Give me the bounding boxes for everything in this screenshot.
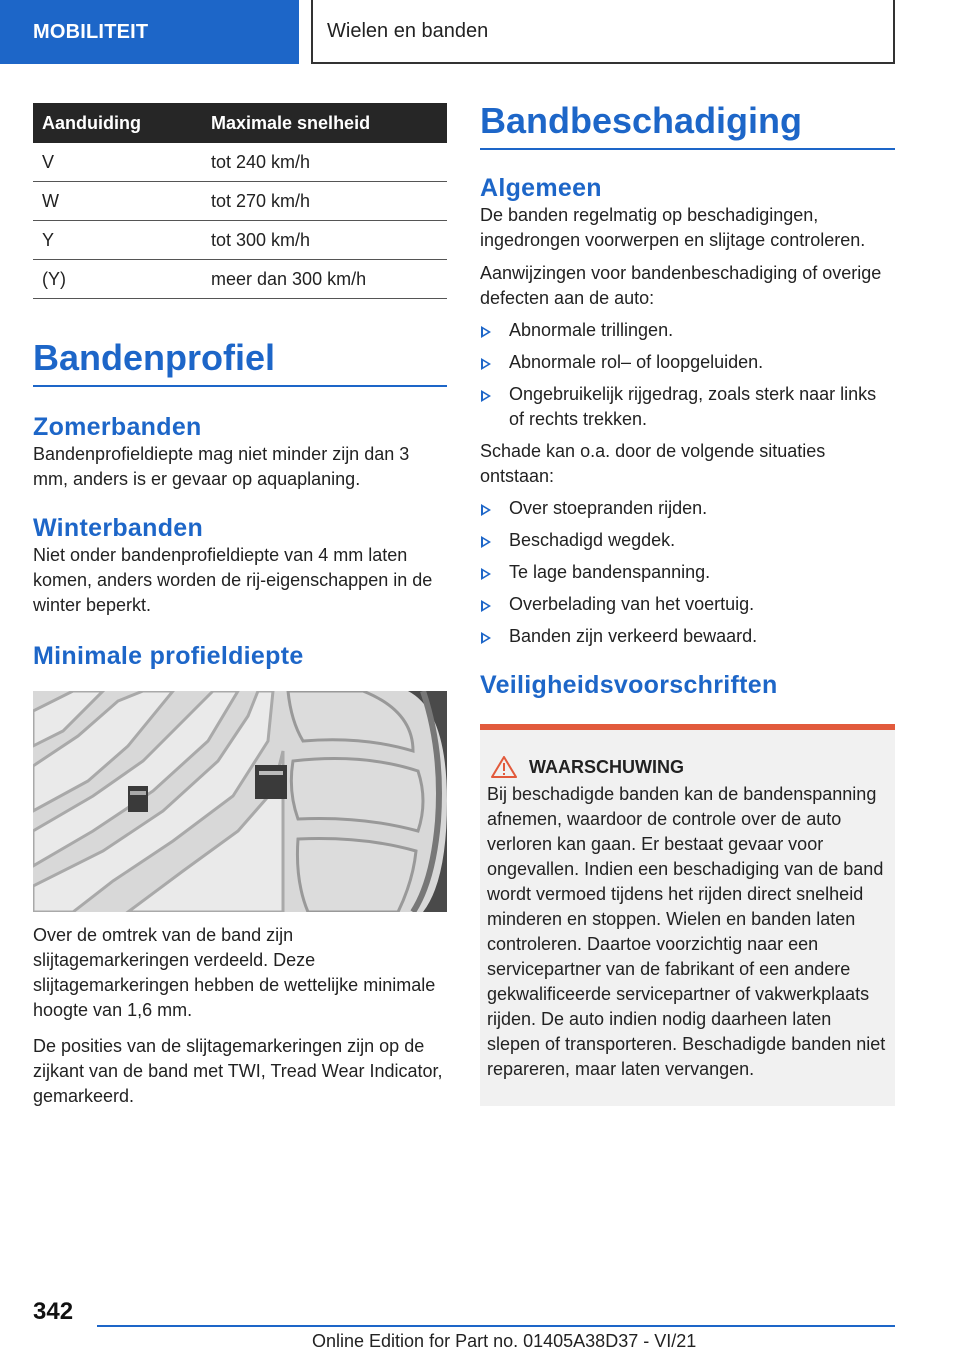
table-row [33,143,447,182]
triangle-bullet-icon [481,632,491,644]
triangle-bullet-icon [481,568,491,580]
table-cell: W [33,182,202,221]
triangle-bullet-icon [481,390,491,402]
section-label: MOBILITEIT [33,20,149,43]
table-cell: V [33,143,202,182]
table-cell: (Y) [33,260,202,299]
triangle-bullet-icon [481,504,491,516]
table-cell: tot 270 km/h [202,182,447,221]
subsection-title-algemeen: Algemeen [480,174,602,202]
table-cell: Y [33,221,202,260]
triangle-bullet-icon [481,536,491,548]
list-item [480,528,895,553]
list-damage-causes [480,496,895,649]
section-title-bandenprofiel: Bandenprofiel [33,337,447,387]
triangle-bullet-icon [481,358,491,370]
list-item-text: Abnormale rol– of loopgeluiden. [509,352,764,372]
tread-wear-indicator-illustration [33,691,447,912]
table-row [33,182,447,221]
list-item [480,592,895,617]
list-item [480,382,895,432]
list-item-text: Ongebruikelijk rijgedrag, zoals sterk naar links of rechts trekken. [509,384,877,429]
table-cell: tot 300 km/h [202,221,447,260]
paragraph-summer: Bandenprofieldiepte mag niet minder zijn dan 3 mm, anders is er gevaar op aquaplaning. [33,444,410,489]
edition-note: Online Edition for Part no. 01405A38D37 - VI/21 [312,1331,697,1351]
warning-box [480,724,895,1106]
paragraph-general-1: De banden regelmatig op beschadigingen, ingedrongen voorwerpen en slijtage controleren. [480,205,866,250]
list-item-text: Abnormale trillingen. [509,320,674,340]
list-item-text: Beschadigd wegdek. [509,530,676,550]
table-row [33,260,447,299]
right-column [480,100,895,1106]
chapter-header [311,0,895,64]
list-item-text: Overbelading van het voertuig. [509,594,755,614]
table-row [33,221,447,260]
list-item-text: Te lage bandenspanning. [509,562,711,582]
list-item [480,624,895,649]
warning-triangle-icon [491,756,517,778]
table-header-row [33,103,447,143]
table-cell: meer dan 300 km/h [202,260,447,299]
table-header-cell: Aanduiding [33,103,202,143]
subsection-title-winterbanden: Winterbanden [33,514,204,542]
page-number: 342 [33,1298,74,1325]
chapter-label: Wielen en banden [327,19,489,42]
subsection-title-safety: Veiligheidsvoorschriften [480,671,778,699]
footer-divider [97,1325,895,1327]
list-item [480,318,895,343]
section-title-bandbeschadiging: Bandbeschadiging [480,100,895,150]
table-cell: tot 240 km/h [202,143,447,182]
paragraph-general-2: Aanwijzingen voor bandenbeschadiging of overige defecten aan de auto: [480,263,882,308]
warning-title: WAARSCHUWING [529,756,684,777]
list-damage-signs [480,318,895,432]
speed-rating-table [33,103,447,299]
list-item [480,350,895,375]
paragraph-winter: Niet onder bandenprofieldiepte van 4 mm laten komen, anders worden de rij-eigenschappen in de winter beperkt. [33,545,433,615]
list-item-text: Banden zijn verkeerd bewaard. [509,626,758,646]
list-item [480,560,895,585]
triangle-bullet-icon [481,326,491,338]
warning-heading [487,756,887,778]
section-tab [0,0,299,64]
paragraph-wear-markers: Over de omtrek van de band zijn slijtagemarkeringen verdeeld. Deze slijtagemarkeringen hebben de wettelijke minimale hoogte van 1,6 mm. [33,925,436,1020]
left-column [33,103,447,1109]
table-header-cell: Maximale snelheid [202,103,447,143]
subsection-title-minimum-depth: Minimale profieldiepte [33,642,304,670]
subsection-title-zomerbanden: Zomerbanden [33,413,202,441]
triangle-bullet-icon [481,600,491,612]
paragraph-general-3: Schade kan o.a. door de volgende situaties ontstaan: [480,441,826,486]
paragraph-twi-positions: De posities van de slijtagemarkeringen zijn op de zijkant van de band met TWI, Tread Wear Indicator, gemarkeerd. [33,1036,443,1106]
list-item-text: Over stoepranden rijden. [509,498,708,518]
list-item [480,496,895,521]
warning-text: Bij beschadigde banden kan de bandenspanning afnemen, waardoor de controle over de auto verloren kan gaan. Er bestaat gevaar voor ongevallen. Indien een beschadiging van de band wordt vermoed tijdens het rijden direct snelheid minderen en stoppen. Wielen en banden laten controleren. Daartoe voorzichtig naar een servicepartner van de fabrikant of een andere gekwalificeerde servicepartner of vakwerkplaats rijden. De auto indien nodig daarheen laten slepen of transporteren. Beschadigde banden niet repareren, maar laten vervangen. [487,784,886,1079]
